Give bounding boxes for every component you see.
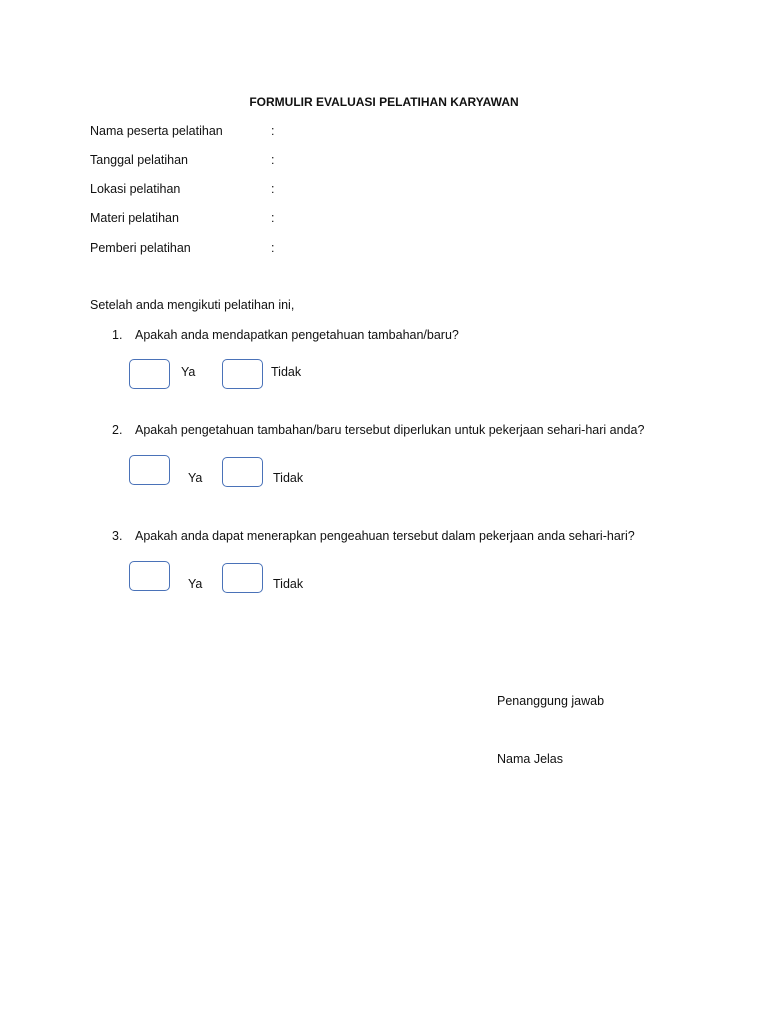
field-label-trainer: Pemberi pelatihan <box>90 241 191 255</box>
question-2-text: Apakah pengetahuan tambahan/baru tersebut diperlukan untuk pekerjaan sehari-hari anda? <box>135 423 645 437</box>
question-1-no-label: Tidak <box>271 365 302 379</box>
field-colon-training-location: : <box>271 182 275 196</box>
intro-text: Setelah anda mengikuti pelatihan ini, <box>90 298 295 312</box>
question-1-yes-label: Ya <box>181 365 196 379</box>
signature-name-label: Nama Jelas <box>497 752 563 766</box>
field-colon-training-material: : <box>271 211 275 225</box>
question-2-number: 2. <box>112 423 123 437</box>
question-1-number: 1. <box>112 328 123 342</box>
field-label-participant-name: Nama peserta pelatihan <box>90 124 223 138</box>
field-label-training-date: Tanggal pelatihan <box>90 153 188 167</box>
question-3-no-checkbox[interactable] <box>222 563 263 593</box>
question-2-yes-checkbox[interactable] <box>129 455 170 485</box>
question-1-no-checkbox[interactable] <box>222 359 263 389</box>
question-3-number: 3. <box>112 529 123 543</box>
field-colon-training-date: : <box>271 153 275 167</box>
field-colon-participant-name: : <box>271 124 275 138</box>
question-3-yes-checkbox[interactable] <box>129 561 170 591</box>
form-title: FORMULIR EVALUASI PELATIHAN KARYAWAN <box>249 95 519 109</box>
question-2-no-label: Tidak <box>273 471 304 485</box>
question-3-yes-label: Ya <box>188 577 203 591</box>
field-colon-trainer: : <box>271 241 275 255</box>
question-1-text: Apakah anda mendapatkan pengetahuan tambahan/baru? <box>135 328 459 342</box>
question-3-no-label: Tidak <box>273 577 304 591</box>
field-label-training-material: Materi pelatihan <box>90 211 179 225</box>
question-2-no-checkbox[interactable] <box>222 457 263 487</box>
question-1-yes-checkbox[interactable] <box>129 359 170 389</box>
question-2-yes-label: Ya <box>188 471 203 485</box>
field-label-training-location: Lokasi pelatihan <box>90 182 181 196</box>
signature-role: Penanggung jawab <box>497 694 605 708</box>
question-3-text: Apakah anda dapat menerapkan pengeahuan tersebut dalam pekerjaan anda sehari-hari? <box>135 529 635 543</box>
